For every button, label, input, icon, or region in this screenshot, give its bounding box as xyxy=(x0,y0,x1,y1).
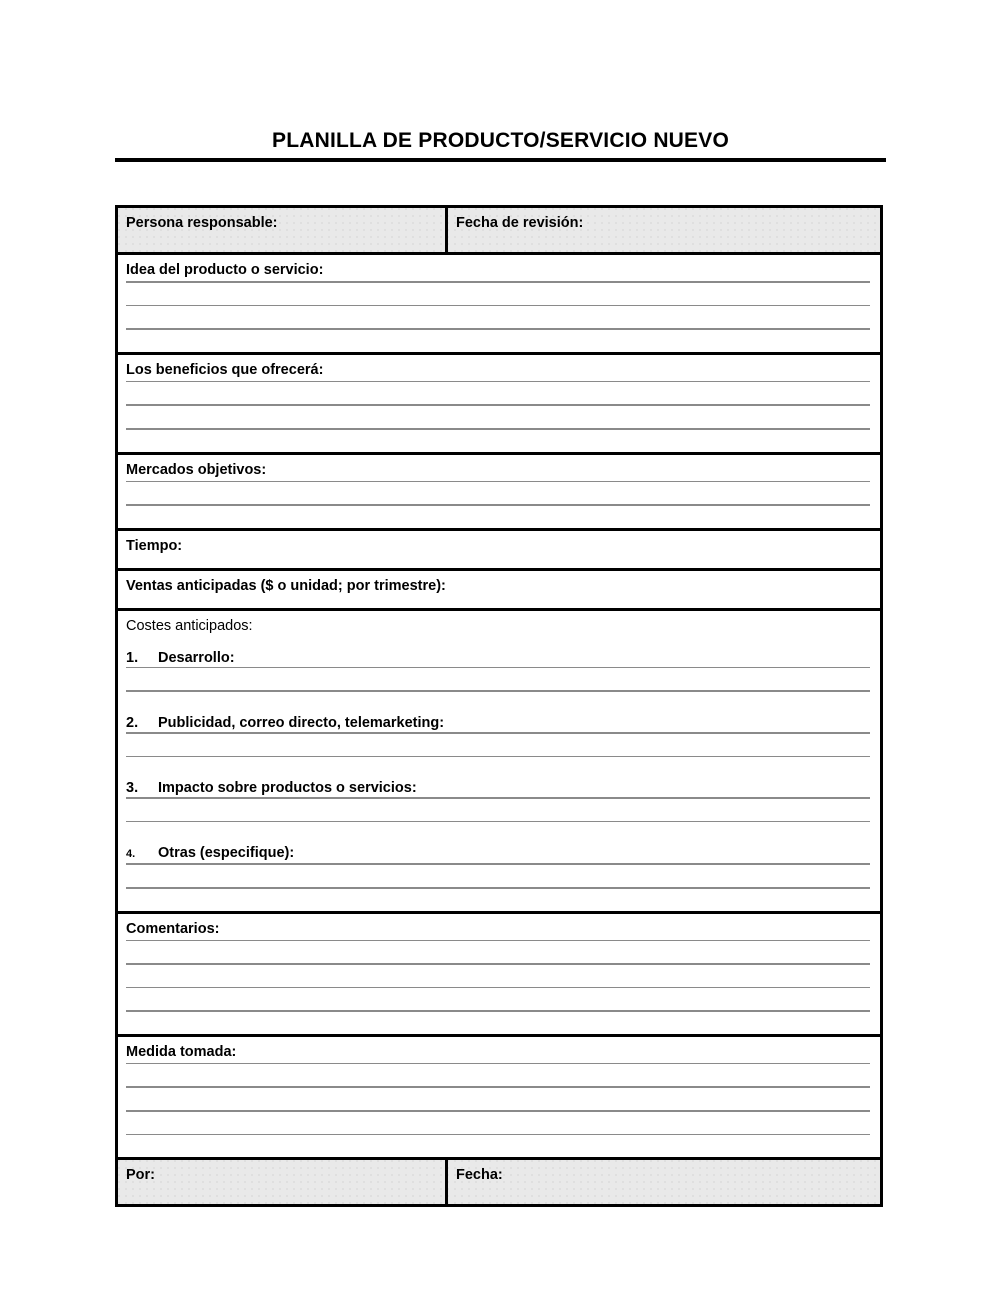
field-label-idea: Idea del producto o servicio: xyxy=(126,262,324,278)
line-spacer xyxy=(126,482,870,504)
table-row-header xyxy=(118,208,880,255)
field-persona-responsable[interactable] xyxy=(118,208,448,252)
table-row-ventas xyxy=(118,571,880,611)
line-spacer xyxy=(126,799,870,821)
form-table xyxy=(115,205,883,1207)
field-comentarios[interactable] xyxy=(118,914,880,1034)
line-spacer xyxy=(126,941,870,963)
cost-item-label xyxy=(126,779,880,797)
field-label-persona-responsable: Persona responsable: xyxy=(126,215,278,231)
field-label-fecha-revision: Fecha de revisión: xyxy=(456,215,584,231)
field-label-fecha: Fecha: xyxy=(456,1167,503,1184)
line-spacer xyxy=(126,1112,870,1134)
field-label-costes-anticipados: Costes anticipados: xyxy=(126,617,253,634)
write-lines-desarrollo xyxy=(126,667,880,714)
field-beneficios[interactable] xyxy=(118,355,880,452)
line-spacer xyxy=(126,865,870,887)
write-lines-mercados xyxy=(126,481,880,528)
cost-item-label xyxy=(126,649,880,667)
cost-item-text: Desarrollo: xyxy=(158,649,235,666)
table-row-medida-tomada xyxy=(118,1037,880,1160)
line-spacer xyxy=(126,988,870,1010)
table-row-beneficios xyxy=(118,355,880,455)
cost-item-impacto[interactable] xyxy=(126,779,880,844)
line-spacer xyxy=(126,430,870,452)
field-mercados[interactable] xyxy=(118,455,880,528)
field-label-beneficios: Los beneficios que ofrecerá: xyxy=(126,361,324,378)
line-spacer xyxy=(126,406,870,428)
line-spacer xyxy=(126,1088,870,1110)
write-lines-publicidad xyxy=(126,732,880,779)
field-medida-tomada[interactable] xyxy=(118,1037,880,1157)
field-por[interactable] xyxy=(118,1160,448,1204)
line-spacer xyxy=(126,1064,870,1086)
cost-item-number: 2. xyxy=(126,714,139,731)
cost-item-text: Impacto sobre productos o servicios: xyxy=(158,780,417,797)
write-lines-comentarios xyxy=(126,940,880,1034)
field-label-ventas-anticipadas: Ventas anticipadas ($ o unidad; por trimestre): xyxy=(126,577,446,594)
cost-item-number: 3. xyxy=(126,780,139,797)
line-spacer xyxy=(126,1135,870,1157)
table-row-comentarios xyxy=(118,914,880,1037)
line-spacer xyxy=(126,330,870,352)
line-spacer xyxy=(126,734,870,756)
line-spacer xyxy=(126,382,870,404)
cost-item-publicidad[interactable] xyxy=(126,714,880,779)
field-label-por: Por: xyxy=(126,1167,155,1184)
field-ventas-anticipadas[interactable] xyxy=(118,571,880,608)
cost-item-desarrollo[interactable] xyxy=(126,649,880,714)
table-row-signature xyxy=(118,1160,880,1204)
table-row-idea xyxy=(118,255,880,355)
write-lines-beneficios xyxy=(126,381,880,452)
line-spacer xyxy=(126,506,870,528)
write-lines-medida-tomada xyxy=(126,1063,880,1157)
line-spacer xyxy=(126,1012,870,1034)
table-row-mercados xyxy=(118,455,880,531)
line-spacer xyxy=(126,668,870,690)
field-idea[interactable] xyxy=(118,255,880,352)
line-spacer xyxy=(126,822,870,844)
field-tiempo[interactable] xyxy=(118,531,880,568)
field-costes-anticipados xyxy=(118,611,880,911)
cost-item-number: 4. xyxy=(126,848,136,861)
cost-item-text: Publicidad, correo directo, telemarketing: xyxy=(158,714,445,731)
title-divider xyxy=(115,158,886,162)
write-lines-otras xyxy=(126,863,880,910)
line-spacer xyxy=(126,692,870,714)
cost-item-label xyxy=(126,844,880,863)
title-block xyxy=(115,128,886,162)
page-title: PLANILLA DE PRODUCTO/SERVICIO NUEVO xyxy=(272,129,729,152)
line-spacer xyxy=(126,889,870,911)
cost-item-number: 1. xyxy=(126,649,139,666)
line-spacer xyxy=(126,965,870,987)
line-spacer xyxy=(126,306,870,328)
field-fecha-revision[interactable] xyxy=(448,208,880,252)
field-label-medida-tomada: Medida tomada: xyxy=(126,1043,237,1060)
cost-item-text: Otras (especifique): xyxy=(158,845,295,862)
table-row-costes xyxy=(118,611,880,914)
field-fecha[interactable] xyxy=(448,1160,880,1204)
field-label-comentarios: Comentarios: xyxy=(126,920,220,937)
write-lines-impacto xyxy=(126,797,880,844)
cost-item-label xyxy=(126,714,880,732)
table-row-tiempo xyxy=(118,531,880,571)
line-spacer xyxy=(126,283,870,305)
field-label-mercados: Mercados objetivos: xyxy=(126,461,267,478)
field-label-tiempo: Tiempo: xyxy=(126,537,183,554)
write-lines-idea xyxy=(126,281,880,352)
cost-item-otras[interactable] xyxy=(126,844,880,910)
line-spacer xyxy=(126,757,870,779)
